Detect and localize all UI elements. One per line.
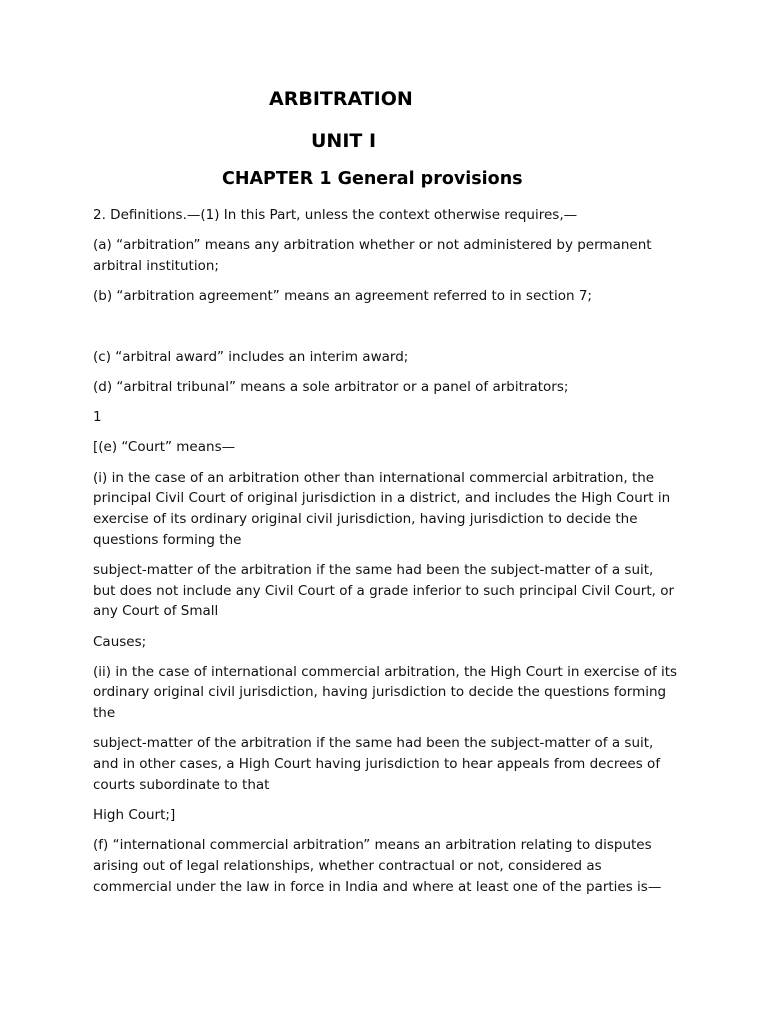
paragraph-definition-c: (c) “arbitral award” includes an interim award;	[93, 348, 409, 365]
paragraph-high-court: High Court;]	[93, 806, 176, 823]
paragraph-definition-e-i-cont: subject-matter of the arbitration if the same had been the subject-matter of a suit, but does not include any Civil Court of a grade inferior to such principal Civil Court, or any Court of Small	[93, 561, 675, 620]
paragraph-definition-e-ii-cont: subject-matter of the arbitration if the same had been the subject-matter of a suit, and in other cases, a High Court having jurisdiction to hear appeals from decrees of courts subordinate to that	[93, 735, 661, 793]
unit-heading: UNIT I	[311, 130, 377, 152]
paragraph-causes: Causes;	[93, 633, 147, 650]
document-title: ARBITRATION	[269, 88, 413, 110]
paragraph-definition-e: [(e) “Court” means—	[93, 439, 236, 456]
paragraph-definition-e-ii: (ii) in the case of international commercial arbitration, the High Court in exercise of its ordinary original civil jurisdiction, having jurisdiction to decide the questions forming the	[93, 663, 678, 722]
paragraph-definition-a: (a) “arbitration” means any arbitration whether or not administered by permanent arbitral institution;	[93, 237, 652, 274]
paragraph-definitions-intro: 2. Definitions.—(1) In this Part, unless the context otherwise requires,—	[93, 207, 578, 223]
paragraph-definition-f: (f) “international commercial arbitration” means an arbitration relating to disputes arising out of legal relationships, whether contractual or not, considered as commercial under the law in force in India and where at least one of the parties is—	[93, 837, 662, 895]
paragraph-definition-d: (d) “arbitral tribunal” means a sole arbitrator or a panel of arbitrators;	[93, 379, 569, 396]
footnote-marker: 1	[93, 409, 102, 426]
paragraph-definition-e-i: (i) in the case of an arbitration other than international commercial arbitration, the principal Civil Court of original jurisdiction in a district, and includes the High Court in exercise of its ordinary original civil jurisdiction, having jurisdiction to decide the questions forming the	[93, 469, 671, 548]
chapter-heading: CHAPTER 1 General provisions	[222, 169, 523, 189]
body-text	[93, 205, 678, 907]
paragraph-definition-b: (b) “arbitration agreement” means an agreement referred to in section 7;	[93, 288, 592, 305]
